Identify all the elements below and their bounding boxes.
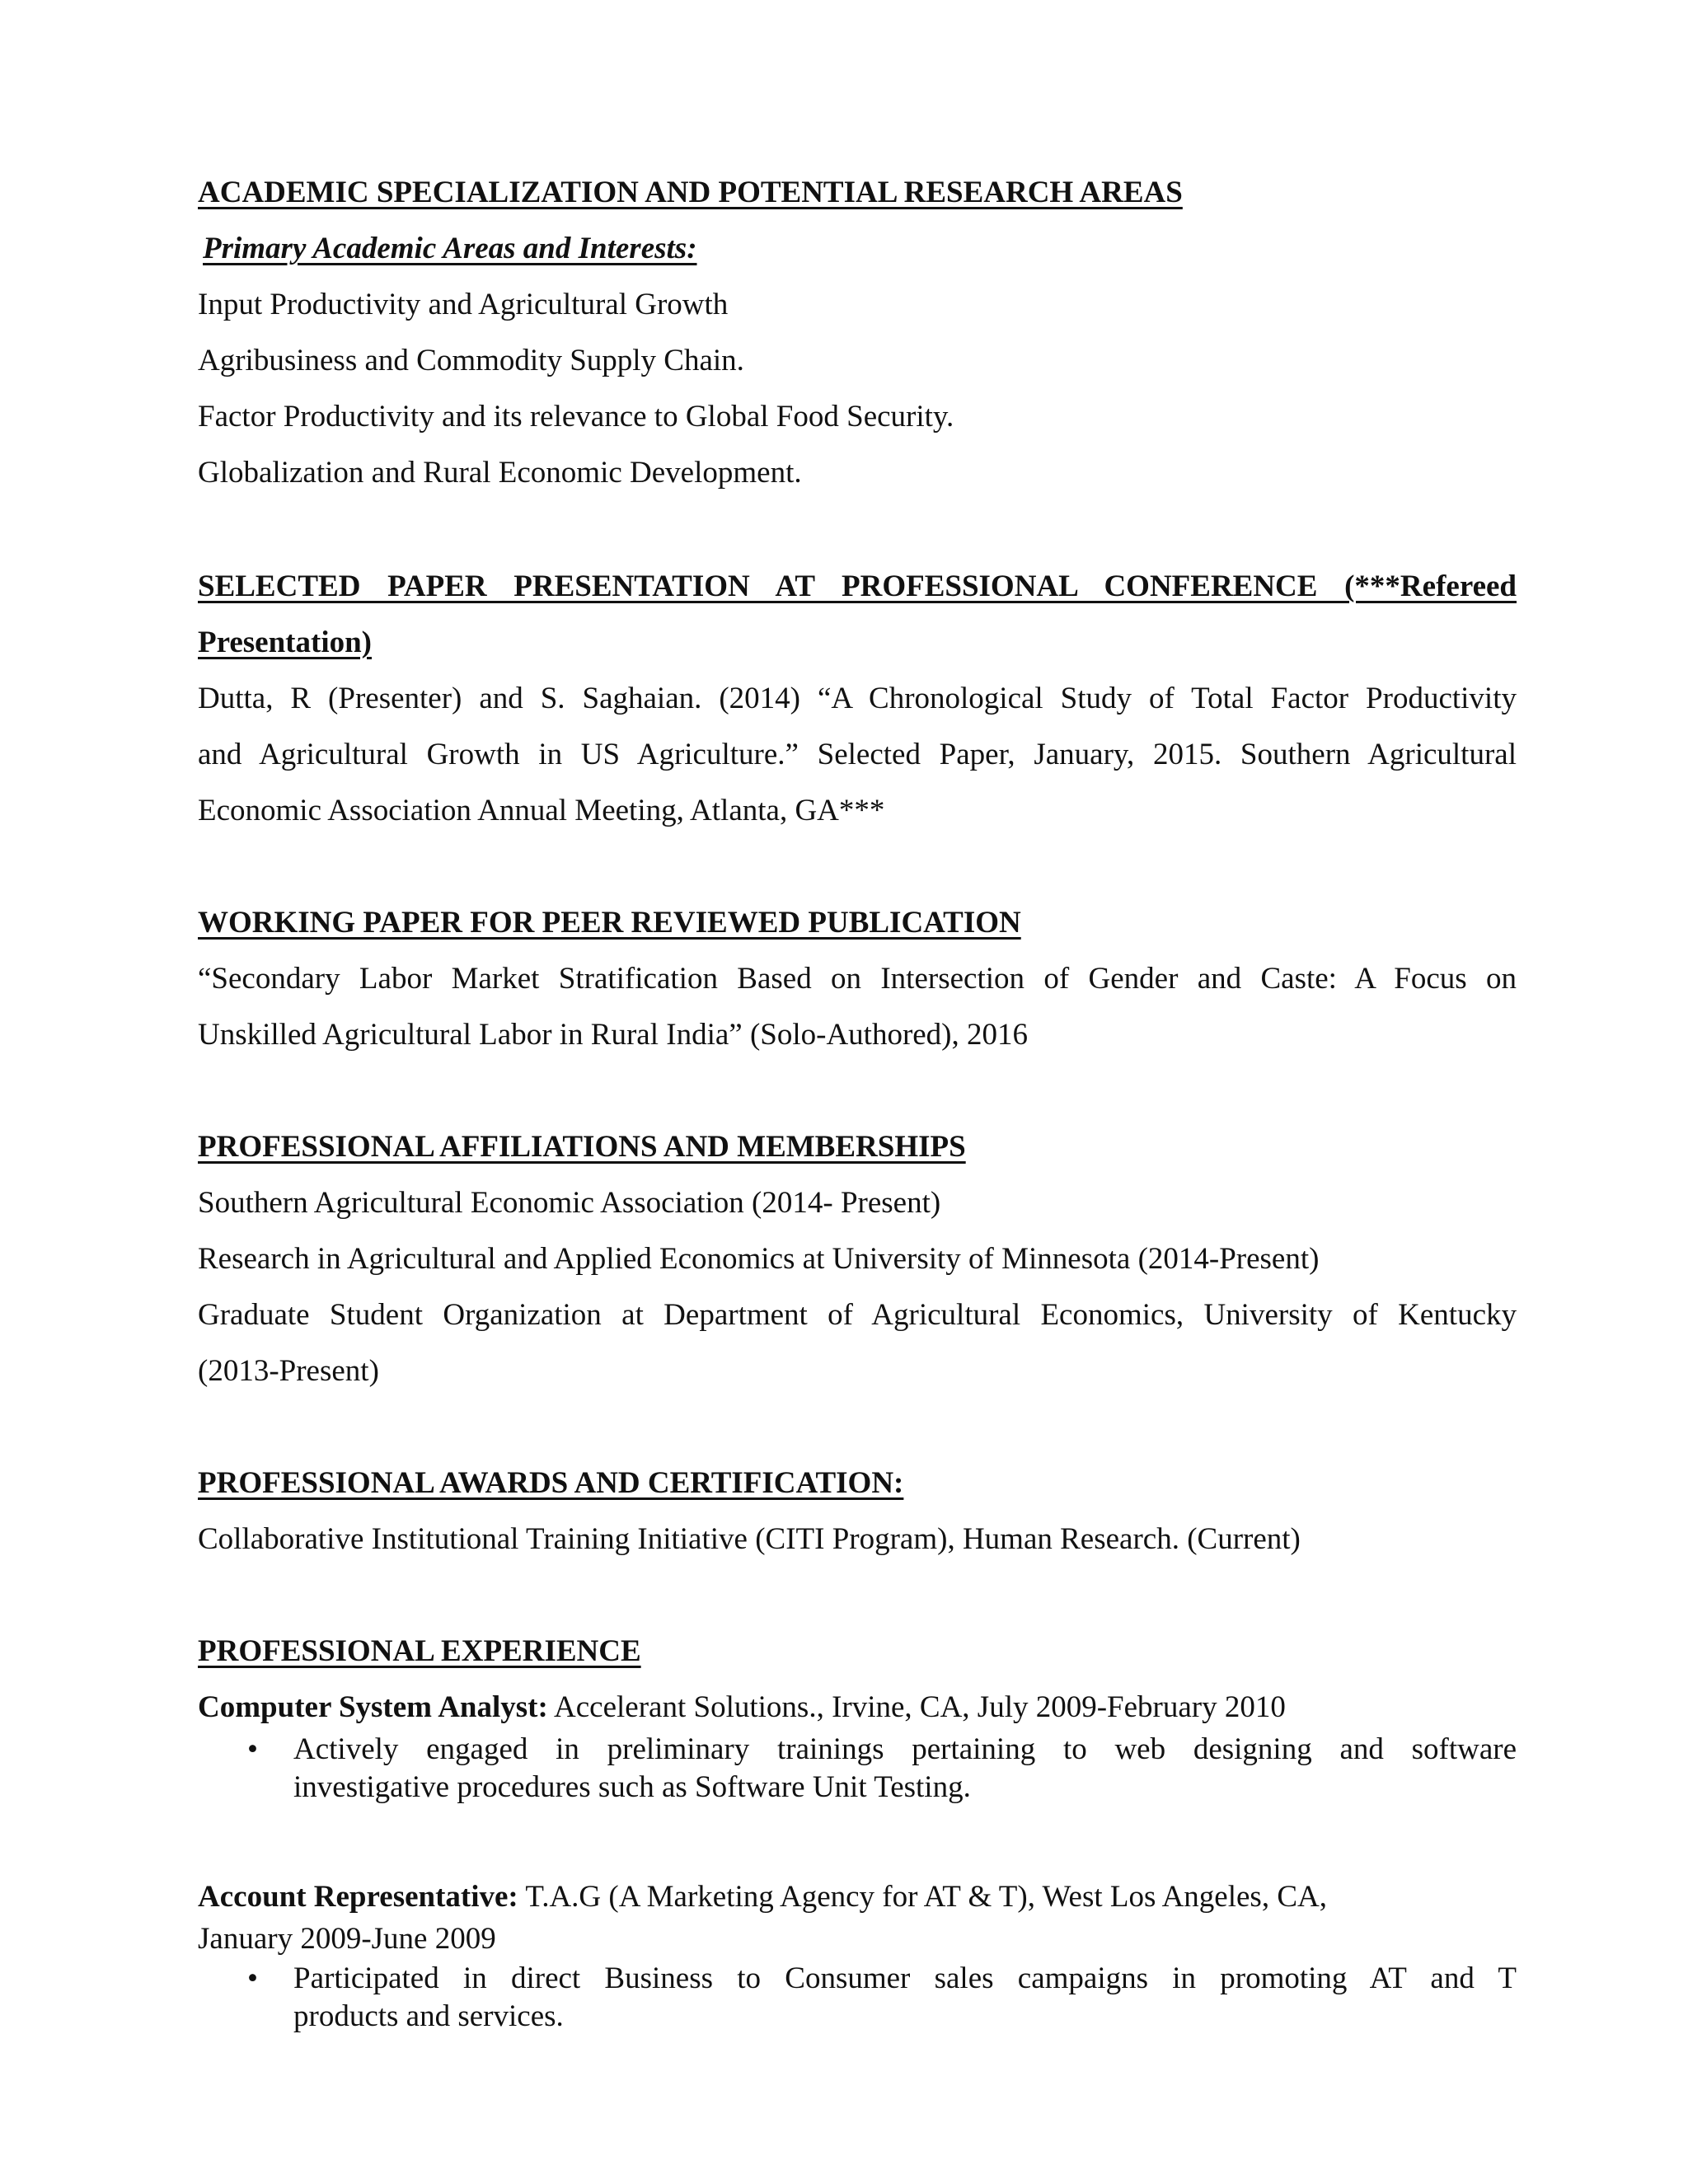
job-bullet — [247, 1731, 1517, 1807]
academic-item: Input Productivity and Agricultural Growth — [198, 288, 729, 321]
bullet-text-line: investigative procedures such as Software Unit Testing. — [293, 1770, 971, 1804]
job-header — [198, 1680, 1517, 1736]
presentation-entry-line: and Agricultural Growth in US Agriculture.” Selected Paper, January, 2015. Southern Agricultural — [198, 738, 1517, 771]
job-header — [198, 1869, 1517, 1925]
presentation-entry-line: Economic Association Annual Meeting, Atlanta, GA*** — [198, 794, 885, 827]
affiliation-item-cont: (2013-Present) — [198, 1354, 379, 1388]
job-details: Accelerant Solutions., Irvine, CA, July 2009-February 2010 — [547, 1690, 1286, 1724]
job-details: T.A.G (A Marketing Agency for AT & T), West Los Angeles, CA, — [518, 1880, 1327, 1914]
academic-heading: ACADEMIC SPECIALIZATION AND POTENTIAL RESEARCH AREAS — [198, 176, 1183, 209]
working-paper-line: Unskilled Agricultural Labor in Rural India” (Solo-Authored), 2016 — [198, 1018, 1029, 1052]
affiliation-item: Research in Agricultural and Applied Economics at University of Minnesota (2014-Present) — [198, 1242, 1320, 1276]
bullet-text-line: Actively engaged in preliminary trainings pertaining to web designing and software — [293, 1732, 1517, 1766]
experience-heading: PROFESSIONAL EXPERIENCE — [198, 1634, 641, 1668]
job-bullet — [247, 1960, 1517, 2036]
presentation-entry-line: Dutta, R (Presenter) and S. Saghaian. (2014) “A Chronological Study of Total Factor Productivity — [198, 682, 1517, 715]
presentation-heading: SELECTED PAPER PRESENTATION AT PROFESSIONAL CONFERENCE (***Refereed — [198, 569, 1517, 603]
job-title: Account Representative: — [198, 1880, 518, 1914]
bullet-icon: • — [247, 1732, 258, 1766]
academic-item: Globalization and Rural Economic Development. — [198, 456, 802, 490]
awards-heading: PROFESSIONAL AWARDS AND CERTIFICATION: — [198, 1466, 904, 1500]
affiliation-item: Southern Agricultural Economic Association (2014- Present) — [198, 1186, 941, 1220]
bullet-text-line: products and services. — [293, 1999, 564, 2033]
working-paper-heading: WORKING PAPER FOR PEER REVIEWED PUBLICATION — [198, 906, 1021, 940]
award-item: Collaborative Institutional Training Initiative (CITI Program), Human Research. (Current) — [198, 1522, 1301, 1556]
job-title: Computer System Analyst: — [198, 1690, 548, 1724]
working-paper-line: “Secondary Labor Market Stratification Based on Intersection of Gender and Caste: A Focus on — [198, 962, 1517, 996]
affiliation-item: Graduate Student Organization at Department of Agricultural Economics, University of Kentucky — [198, 1298, 1517, 1332]
academic-item: Factor Productivity and its relevance to Global Food Security. — [198, 400, 954, 434]
job-dates: January 2009-June 2009 — [198, 1922, 496, 1956]
bullet-icon: • — [247, 1961, 258, 1995]
academic-item: Agribusiness and Commodity Supply Chain. — [198, 344, 744, 377]
affiliations-heading: PROFESSIONAL AFFILIATIONS AND MEMBERSHIPS — [198, 1130, 966, 1164]
presentation-heading-cont: Presentation) — [198, 626, 372, 659]
academic-subheading: Primary Academic Areas and Interests: — [203, 232, 697, 265]
bullet-text-line: Participated in direct Business to Consumer sales campaigns in promoting AT and T — [293, 1961, 1517, 1995]
